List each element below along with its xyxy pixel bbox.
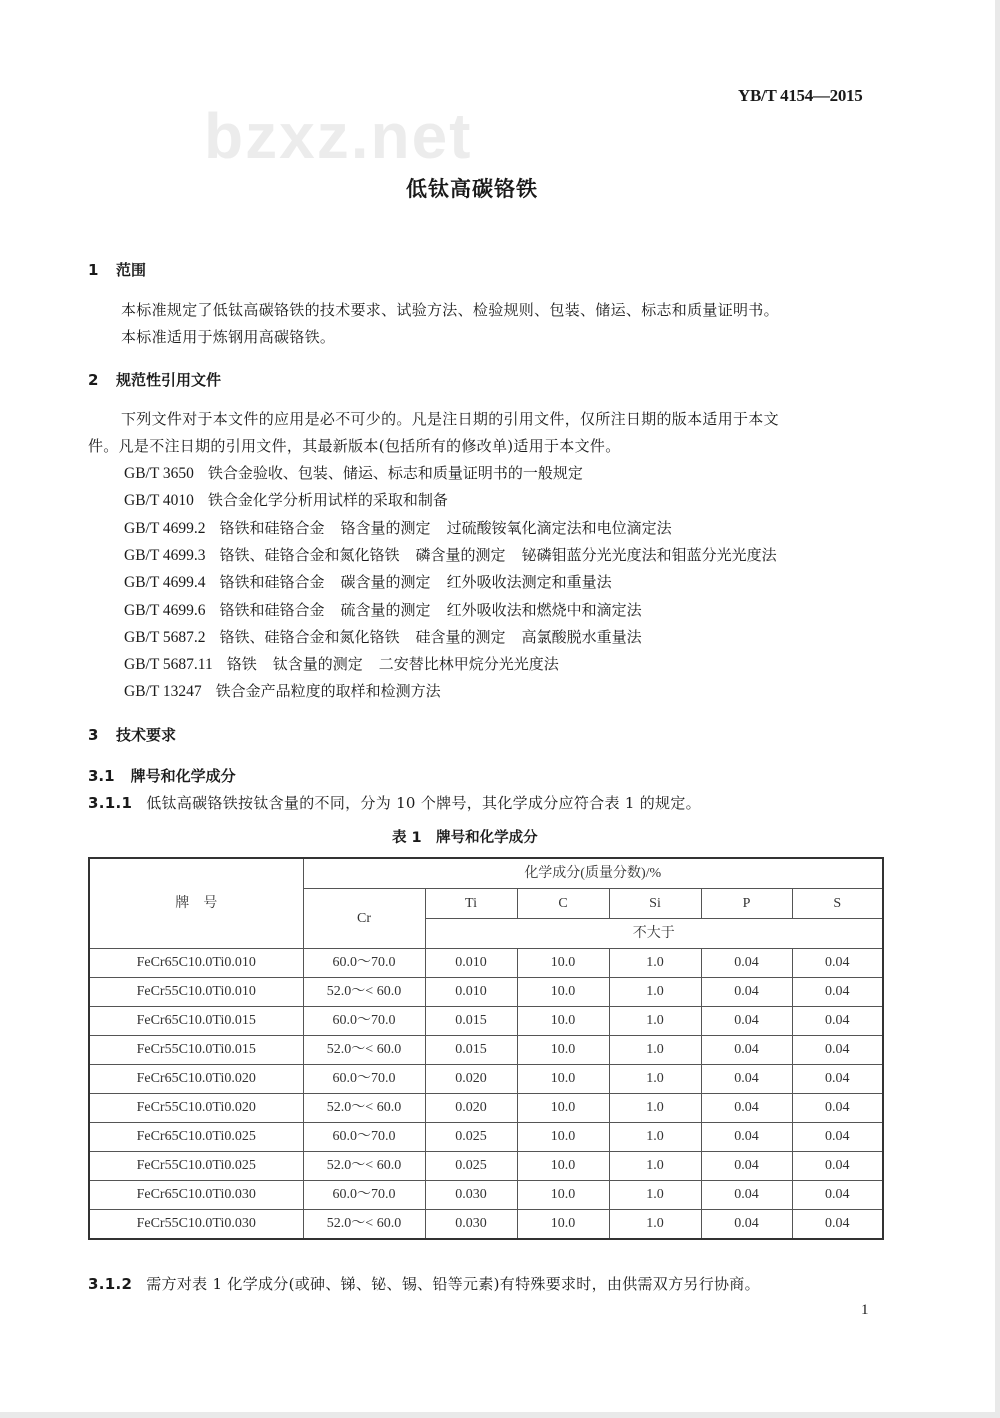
paragraph-line: 件。凡是不注日期的引用文件，其最新版本(包括所有的修改单)适用于本文件。 (88, 437, 621, 455)
cell-c: 10.0 (517, 1007, 609, 1036)
document-title: 低钛高碳铬铁 (406, 177, 538, 201)
table-row (89, 1210, 883, 1240)
reference-code: GB/T 5687.11 (124, 656, 213, 674)
element-header-si: Si (609, 889, 701, 919)
cell-p: 0.04 (701, 1123, 792, 1152)
reference-title-part: 铬铁、硅铬合金和氮化铬铁 (219, 545, 400, 564)
cell-si: 1.0 (609, 1181, 701, 1210)
reference-title-part: 铬铁、硅铬合金和氮化铬铁 (219, 627, 400, 646)
reference-title-part: 铬铁和硅铬合金 (219, 600, 325, 619)
cell-si: 1.0 (609, 1094, 701, 1123)
cell-cr: 60.0～70.0 (303, 1123, 425, 1152)
section-number: 1 (88, 261, 99, 279)
section-title: 范围 (116, 261, 147, 279)
cell-ti: 0.020 (425, 1065, 517, 1094)
reference-title-part: 过硫酸铵氧化滴定法和电位滴定法 (446, 518, 672, 537)
table-row (89, 1123, 883, 1152)
cell-cr: 60.0～70.0 (303, 949, 425, 978)
cell-p: 0.04 (701, 949, 792, 978)
cell-si: 1.0 (609, 949, 701, 978)
cell-p: 0.04 (701, 1007, 792, 1036)
cell-p: 0.04 (701, 1036, 792, 1065)
cell-ti: 0.015 (425, 1036, 517, 1065)
clause-text: 低钛高碳铬铁按钛含量的不同，分为 10 个牌号，其化学成分应符合表 1 的规定。 (146, 794, 701, 812)
table-caption: 表 1 牌号和化学成分 (392, 830, 538, 846)
cell-p: 0.04 (701, 1094, 792, 1123)
reference-item (124, 518, 688, 539)
table-row (89, 1065, 883, 1094)
cell-c: 10.0 (517, 1181, 609, 1210)
reference-code: GB/T 4010 (124, 492, 194, 510)
reference-title-part: 红外吸收法和燃烧中和滴定法 (446, 600, 642, 619)
cell-ti: 0.010 (425, 949, 517, 978)
cell-p: 0.04 (701, 1210, 792, 1240)
reference-code: GB/T 5687.2 (124, 628, 206, 646)
cell-si: 1.0 (609, 978, 701, 1007)
cell-ti: 0.020 (425, 1094, 517, 1123)
paragraph: 本标准规定了低钛高碳铬铁的技术要求、试验方法、检验规则、包装、储运、标志和质量证明书。 (121, 301, 779, 319)
section-heading-1 (88, 260, 146, 280)
section-title: 技术要求 (116, 726, 177, 744)
cell-s: 0.04 (792, 1094, 883, 1123)
table-row (89, 949, 883, 978)
cell-grade: FeCr55C10.0Ti0.020 (89, 1094, 303, 1123)
cell-si: 1.0 (609, 1123, 701, 1152)
reference-title-part: 铋磷钼蓝分光光度法和钼蓝分光光度法 (521, 545, 777, 564)
cell-si: 1.0 (609, 1007, 701, 1036)
cell-c: 10.0 (517, 978, 609, 1007)
reference-title-part: 铬铁和硅铬合金 (219, 573, 325, 592)
reference-title-part: 钛含量的测定 (272, 655, 363, 674)
cell-cr: 60.0～70.0 (303, 1007, 425, 1036)
composition-table (88, 857, 884, 1240)
cell-grade: FeCr55C10.0Ti0.010 (89, 978, 303, 1007)
reference-title-part: 红外吸收法测定和重量法 (446, 573, 612, 592)
cell-cr: 52.0～< 60.0 (303, 1036, 425, 1065)
section-title: 牌号和化学成分 (130, 767, 236, 785)
watermark: bzxz.net (204, 100, 473, 172)
reference-item (124, 600, 658, 621)
cell-s: 0.04 (792, 1065, 883, 1094)
reference-title-part: 铬含量的测定 (340, 518, 431, 537)
cell-si: 1.0 (609, 1036, 701, 1065)
clause-number: 3.1.2 (88, 1275, 133, 1293)
cell-c: 10.0 (517, 1123, 609, 1152)
table-row (89, 1152, 883, 1181)
element-header-s: S (792, 889, 883, 919)
table-row (89, 1181, 883, 1210)
cell-c: 10.0 (517, 1152, 609, 1181)
table-row (89, 1094, 883, 1123)
reference-code: GB/T 4699.3 (124, 546, 206, 564)
section-heading-3-1 (88, 766, 236, 786)
cell-grade: FeCr65C10.0Ti0.015 (89, 1007, 303, 1036)
element-header-p: P (701, 889, 792, 919)
cell-cr: 52.0～< 60.0 (303, 1210, 425, 1240)
paragraph-line: 下列文件对于本文件的应用是必不可少的。凡是注日期的引用文件，仅所注日期的版本适用于本文 (121, 410, 779, 428)
section-heading-2 (88, 370, 221, 390)
reference-title-part: 铁合金化学分析用试样的采取和制备 (207, 491, 448, 510)
cell-cr: 60.0～70.0 (303, 1181, 425, 1210)
reference-title-part: 硅含量的测定 (415, 627, 506, 646)
cell-cr: 52.0～< 60.0 (303, 1094, 425, 1123)
reference-title-part: 铁合金产品粒度的取样和检测方法 (215, 682, 441, 701)
reference-item (124, 654, 575, 675)
table-row (89, 1007, 883, 1036)
reference-code: GB/T 3650 (124, 465, 194, 482)
cr-header: Cr (303, 889, 425, 949)
cell-ti: 0.015 (425, 1007, 517, 1036)
cell-grade: FeCr55C10.0Ti0.015 (89, 1036, 303, 1065)
cell-grade: FeCr65C10.0Ti0.030 (89, 1181, 303, 1210)
cell-si: 1.0 (609, 1210, 701, 1240)
cell-s: 0.04 (792, 1123, 883, 1152)
reference-title-part: 硫含量的测定 (340, 600, 431, 619)
cell-cr: 52.0～< 60.0 (303, 1152, 425, 1181)
reference-item (124, 545, 793, 566)
cell-grade: FeCr65C10.0Ti0.010 (89, 949, 303, 978)
cell-grade: FeCr65C10.0Ti0.025 (89, 1123, 303, 1152)
cell-c: 10.0 (517, 1036, 609, 1065)
clause-number: 3.1.1 (88, 794, 133, 812)
cell-c: 10.0 (517, 1094, 609, 1123)
section-heading-3 (88, 725, 176, 745)
cell-cr: 60.0～70.0 (303, 1065, 425, 1094)
section-number: 3 (88, 726, 99, 744)
reference-title-part: 铁合金验收、包装、储运、标志和质量证明书的一般规定 (207, 464, 583, 482)
reference-title-part: 铬铁 (226, 655, 257, 674)
element-header-c: C (517, 889, 609, 919)
cell-s: 0.04 (792, 1152, 883, 1181)
clause-text: 需方对表 1 化学成分(或砷、锑、铋、锡、铅等元素)有特殊要求时，由供需双方另行协商。 (146, 1275, 760, 1293)
reference-code: GB/T 4699.4 (124, 574, 206, 592)
cell-ti: 0.030 (425, 1181, 517, 1210)
cell-grade: FeCr55C10.0Ti0.030 (89, 1210, 303, 1240)
reference-title-part: 高氯酸脱水重量法 (521, 627, 642, 646)
max-note: 不大于 (425, 919, 883, 949)
reference-code: GB/T 13247 (124, 683, 202, 701)
cell-ti: 0.010 (425, 978, 517, 1007)
standard-code: YB/T 4154—2015 (738, 86, 863, 105)
cell-ti: 0.025 (425, 1152, 517, 1181)
reference-title-part: 碳含量的测定 (340, 573, 431, 592)
cell-s: 0.04 (792, 978, 883, 1007)
section-number: 3.1 (88, 767, 115, 785)
section-title: 规范性引用文件 (116, 371, 222, 389)
cell-s: 0.04 (792, 1007, 883, 1036)
cell-p: 0.04 (701, 978, 792, 1007)
cell-s: 0.04 (792, 949, 883, 978)
composition-group-header: 化学成分(质量分数)/% (303, 858, 883, 889)
reference-code: GB/T 4699.2 (124, 519, 206, 537)
reference-item (124, 463, 599, 484)
reference-item (124, 681, 457, 702)
cell-si: 1.0 (609, 1152, 701, 1181)
cell-c: 10.0 (517, 949, 609, 978)
cell-s: 0.04 (792, 1210, 883, 1240)
element-header-ti: Ti (425, 889, 517, 919)
cell-p: 0.04 (701, 1152, 792, 1181)
reference-title-part: 二安替比林甲烷分光光度法 (378, 655, 559, 674)
cell-s: 0.04 (792, 1036, 883, 1065)
table-row (89, 1036, 883, 1065)
clause-3-1-2 (88, 1274, 760, 1294)
cell-cr: 52.0～< 60.0 (303, 978, 425, 1007)
grade-header: 牌 号 (89, 858, 303, 949)
cell-c: 10.0 (517, 1065, 609, 1094)
reference-item (124, 627, 658, 648)
cell-p: 0.04 (701, 1065, 792, 1094)
cell-grade: FeCr55C10.0Ti0.025 (89, 1152, 303, 1181)
cell-grade: FeCr65C10.0Ti0.020 (89, 1065, 303, 1094)
section-number: 2 (88, 371, 99, 389)
cell-c: 10.0 (517, 1210, 609, 1240)
reference-item (124, 490, 464, 511)
reference-title-part: 铬铁和硅铬合金 (219, 518, 325, 537)
reference-item (124, 572, 628, 593)
cell-s: 0.04 (792, 1181, 883, 1210)
cell-ti: 0.025 (425, 1123, 517, 1152)
clause-3-1-1 (88, 793, 701, 813)
page-number: 1 (861, 1302, 869, 1318)
cell-ti: 0.030 (425, 1210, 517, 1240)
cell-p: 0.04 (701, 1181, 792, 1210)
reference-title-part: 磷含量的测定 (415, 545, 506, 564)
reference-code: GB/T 4699.6 (124, 601, 206, 619)
paragraph: 本标准适用于炼钢用高碳铬铁。 (121, 328, 336, 346)
table-row (89, 978, 883, 1007)
cell-si: 1.0 (609, 1065, 701, 1094)
